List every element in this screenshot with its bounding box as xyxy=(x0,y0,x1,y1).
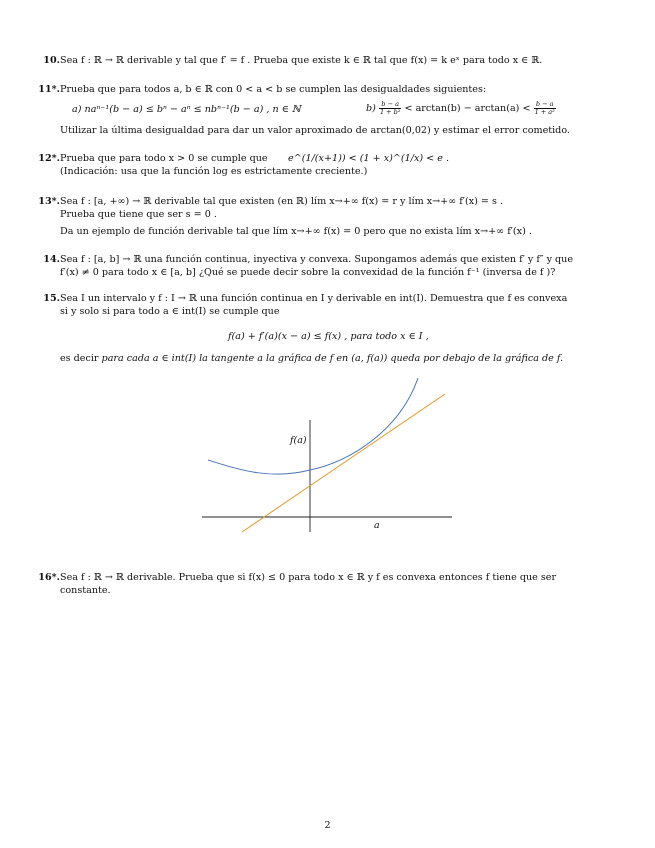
text-lead: es decir xyxy=(60,353,102,364)
convex-curve xyxy=(208,378,418,474)
inequality-middle: < arctan(b) − arctan(a) < xyxy=(404,102,531,114)
problem-text: Sea f : [a, +∞) → ℝ derivable tal que existen (en ℝ) lím x→+∞ f(x) = r y lím x→+∞ f′(x) = s . xyxy=(60,196,504,207)
formula: e^(1/(x+1)) < (1 + x)^(1/x) < e . xyxy=(288,153,450,164)
problem-text xyxy=(60,353,563,365)
problem-text: Da un ejemplo de función derivable tal que lím x→+∞ f(x) = 0 pero que no exista lím x→+∞ f′(x) . xyxy=(60,226,532,237)
fraction-denominator: 1 + b² xyxy=(379,107,401,116)
problem-text: constante. xyxy=(60,585,111,596)
fraction-denominator: 1 + a² xyxy=(534,107,555,116)
problem-number: 14. xyxy=(43,254,60,265)
page-number: 2 xyxy=(324,820,331,831)
label-a: a xyxy=(374,520,380,531)
problem-number: 11*. xyxy=(38,84,60,95)
inequality-b xyxy=(366,101,556,116)
tangent-figure xyxy=(200,370,455,535)
inequality-a: a) naⁿ⁻¹(b − a) ≤ bⁿ − aⁿ ≤ nbⁿ⁻¹(b − a) , n ∈ ℕ xyxy=(72,104,301,115)
problem-text: si y solo si para todo a ∈ int(I) se cumple que xyxy=(60,306,280,317)
problem-number: 10. xyxy=(43,55,60,66)
problem-hint: (Indicación: usa que la función log es estrictamente creciente.) xyxy=(60,166,368,177)
problem-text: Prueba que para todo x > 0 se cumple que xyxy=(60,153,268,164)
problem-text: Sea I un intervalo y f : I → ℝ una función continua en I y derivable en int(I). Demuestra que f es convexa xyxy=(60,293,568,304)
problem-text: Utilizar la última desigualdad para dar un valor aproximado de arctan(0,02) y estimar el error cometido. xyxy=(60,125,570,136)
problem-text: Sea f : ℝ → ℝ derivable y tal que f′ = f . Prueba que existe k ∈ ℝ tal que f(x) = k eˣ para todo x ∈ ℝ. xyxy=(60,55,543,66)
formula: f(a) + f′(a)(x − a) ≤ f(x) , para todo x ∈ I , xyxy=(228,331,429,342)
fraction-numerator: b − a xyxy=(379,101,401,109)
problem-number: 15. xyxy=(43,293,60,304)
label-fa: f(a) xyxy=(290,435,307,446)
tangent-line xyxy=(242,394,445,532)
text-emphasis: para cada a ∈ int(I) la tangente a la gráfica de f en (a, f(a)) queda por debajo de la gráfica de f. xyxy=(101,353,564,364)
problem-text: Sea f : ℝ → ℝ derivable. Prueba que si f(x) ≤ 0 para todo x ∈ ℝ y f es convexa entonces f tiene que ser xyxy=(60,572,557,583)
problem-text: Sea f : [a, b] → ℝ una función continua, inyectiva y convexa. Supongamos además que existen f′ y f″ y que xyxy=(60,254,574,265)
problem-number: 12*. xyxy=(38,153,60,164)
fraction xyxy=(379,101,401,116)
problem-text: f′(x) ≠ 0 para todo x ∈ [a, b] ¿Qué se puede decir sobre la convexidad de la función f⁻¹ (inversa de f )? xyxy=(60,267,556,278)
inequality-b-label: b) xyxy=(366,102,376,114)
problem-text: Prueba que tiene que ser s = 0 . xyxy=(60,209,217,220)
fraction xyxy=(534,101,556,116)
fraction-numerator: b − a xyxy=(534,101,556,109)
problem-text: Prueba que para todos a, b ∈ ℝ con 0 < a < b se cumplen las desigualdades siguientes: xyxy=(60,84,487,95)
problem-number: 16*. xyxy=(38,572,60,583)
problem-number: 13*. xyxy=(38,196,60,207)
